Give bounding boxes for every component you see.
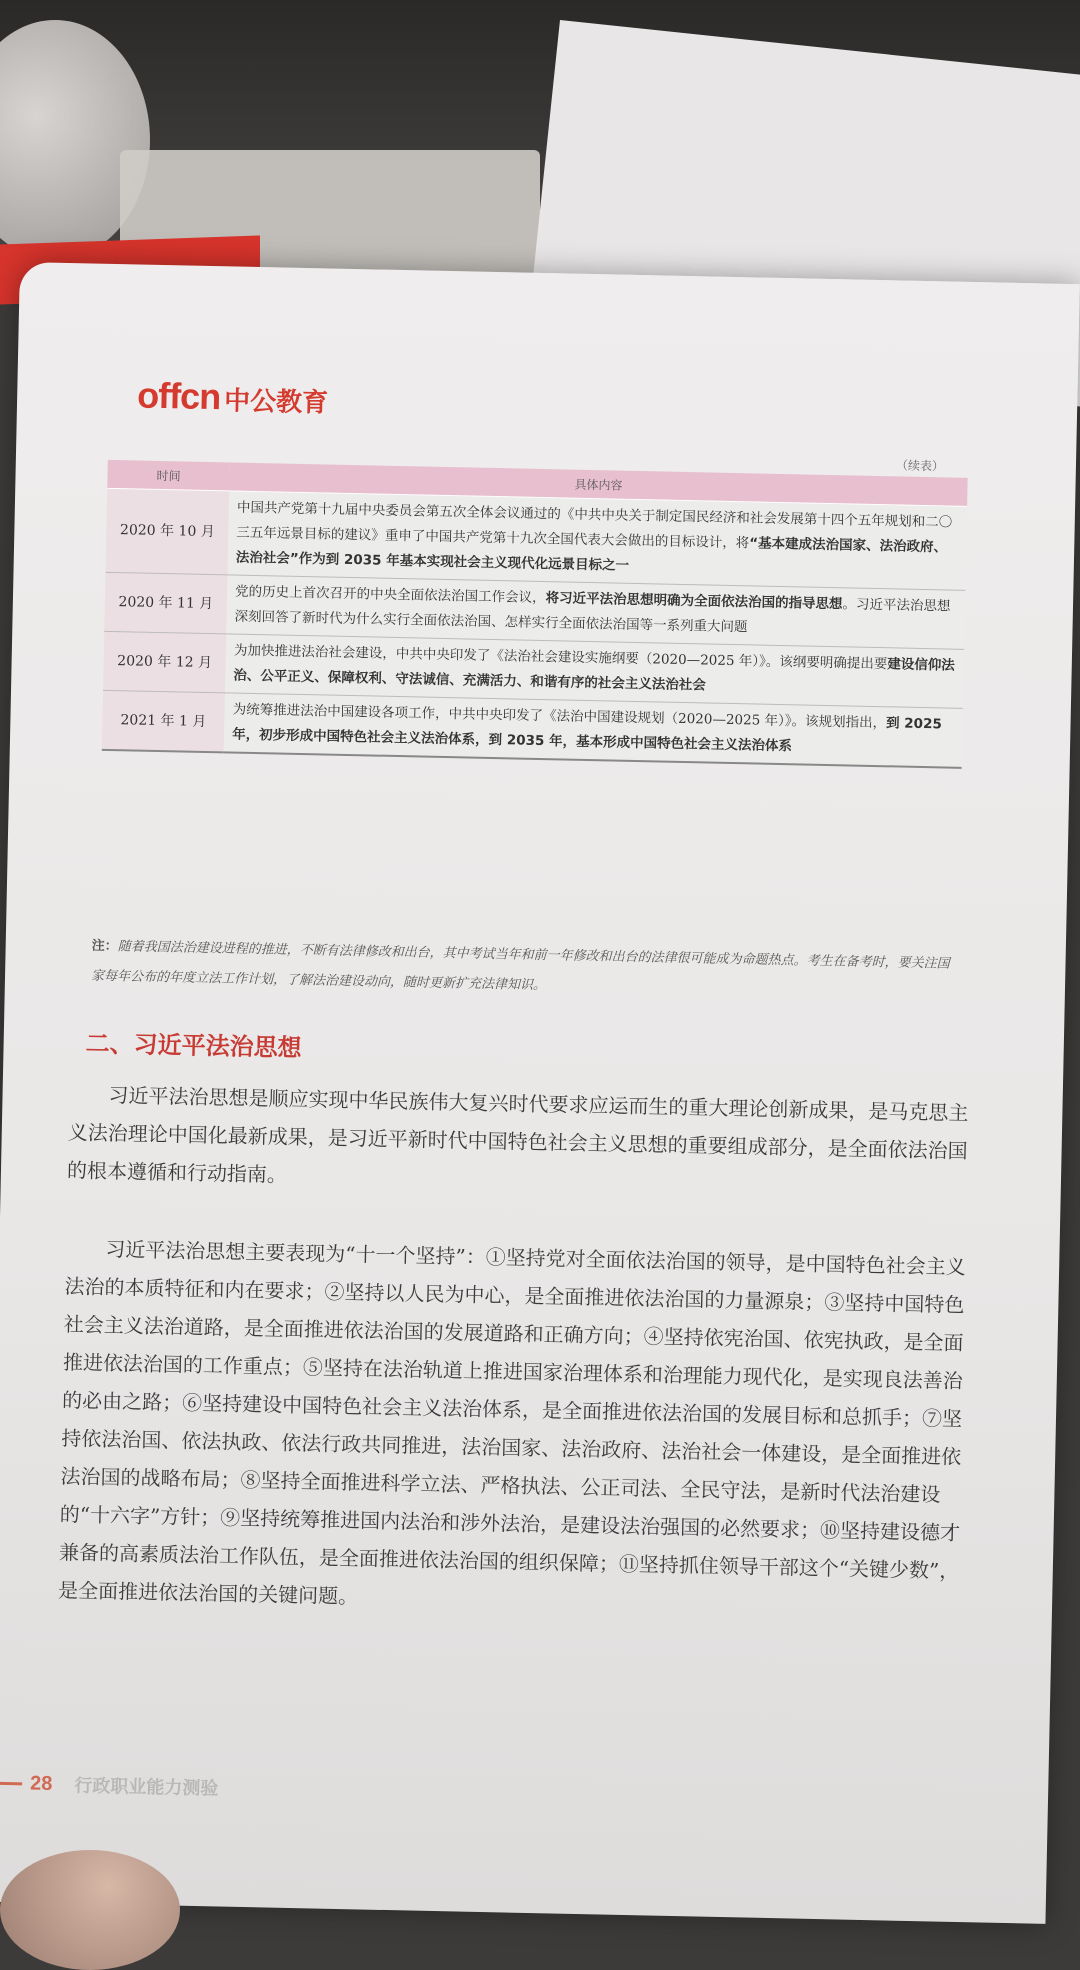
page-footer [0,1770,219,1801]
page-number: 28 [29,1772,53,1795]
law-timeline-table [102,460,968,769]
row-text: 为加快推进法治社会建设，中共中央印发了《法治社会建设实施纲要（2020—2025 年）》。该纲要明确提出要 [233,642,888,673]
note-text: 随着我国法治建设进程的推进，不断有法律修改和出台，其中考试当年和前一年修改和出台的法律很可能成为命题热点。考生在备考时，要关注国家每年公布的年度立法工作计划，了解法治建设动向，随时更新扩充法律知识。 [90,939,950,994]
logo-chinese: 中公教育 [223,385,329,418]
row-bold-text: 到 2025 年，初步形成中国特色社会主义法治体系，到 2035 年，基本形成中国特色社会主义法治体系 [231,715,942,755]
logo-latin: offcn [136,374,221,418]
table-continued-mark: （续表） [895,458,945,474]
header-content: 具体内容 [229,462,967,506]
note-label: 注： [91,938,118,955]
row-text-after: 。习近平法治思想深刻回答了新时代为什么实行全面依法治国、怎样实行全面依法治国等一系列重大问题 [234,596,951,636]
brand-logo [137,374,329,420]
row-text: 党的历史上首次召开的中央全面依法治国工作会议， [234,583,546,607]
row-text: 为统筹推进法治中国建设各项工作，中共中央印发了《法治中国建设规划（2020—2025 年）》。该规划指出， [232,701,887,732]
book-title: 行政职业能力测验 [74,1775,219,1799]
footer-rule [0,1781,22,1785]
row-bold-text: 将习近平法治思想明确为全面依法治国的指导思想 [545,590,843,613]
section-title: 二、习近平法治思想 [85,1030,302,1063]
row-text: 中国共产党第十九届中央委员会第五次全体会议通过的《中共中央关于制定国民经济和社会发展第十四个五年规划和二〇三五年远景目标的建议》重申了中国共产党第十九次全国代表大会做出的目标设计，将 [236,499,953,552]
body-paragraph: 习近平法治思想主要表现为“十一个坚持”：①坚持党对全面依法治国的领导，是中国特色社会主义法治的本质特征和内在要求；②坚持以人民为中心，是全面推进依法治国的力量源泉；③坚持中国特色社会主义法治道路，是全面推进依法治国的发展道路和正确方向；④坚持依宪治国、依宪执政，是全面推进依法治国的工作重点；⑤坚持在法治轨道上推进国家治理体系和治理能力现代化，是实现良法善治的必由之路；⑥坚持建设中国特色社会主义法治体系，是全面推进依法治国的发展目标和总抓手；⑦坚持依法治国、依法执政、依法行政共同推进，法治国家、法治政府、法治社会一体建设，是全面推进依法治国的战略布局；⑧坚持全面推进科学立法、严格执法、公正司法、全民守法，是新时代法治建设的“十六字”方针；⑨坚持统筹推进国内法治和涉外法治，是建设法治强国的必然要求；⑩坚持建设德才兼备的高素质法治工作队伍，是全面推进依法治国的组织保障；⑪坚持抓住领导干部这个“关键少数”，是全面推进依法治国的关键问题。 [57,1237,966,1609]
book-page [0,262,1080,1924]
table-note [91,932,962,1010]
row-bold-text: 建设信仰法治、公平正义、保障权利、守法诚信、充满活力、和谐有序的社会主义法治社会 [233,656,955,694]
row-content [227,491,967,590]
row-bold-text: “基本建成法治国家、法治政府、法治社会”作为到 2035 年基本实现社会主义现代化远景目标之一 [235,535,948,574]
body-paragraph: 习近平法治思想是顺应实现中华民族伟大复兴时代要求应运而生的重大理论创新成果，是马克思主义法治理论中国化最新成果，是习近平新时代中国特色社会主义思想的重要组成部分，是全面依法治国的根本遵循和行动指南。 [66,1083,969,1187]
row-time: 2021 年 1 月 [102,690,225,752]
row-time: 2020 年 12 月 [103,631,226,693]
finger [0,1850,180,1970]
row-time: 2020 年 10 月 [106,488,230,575]
row-time: 2020 年 11 月 [104,572,227,634]
header-time: 时间 [107,460,230,491]
